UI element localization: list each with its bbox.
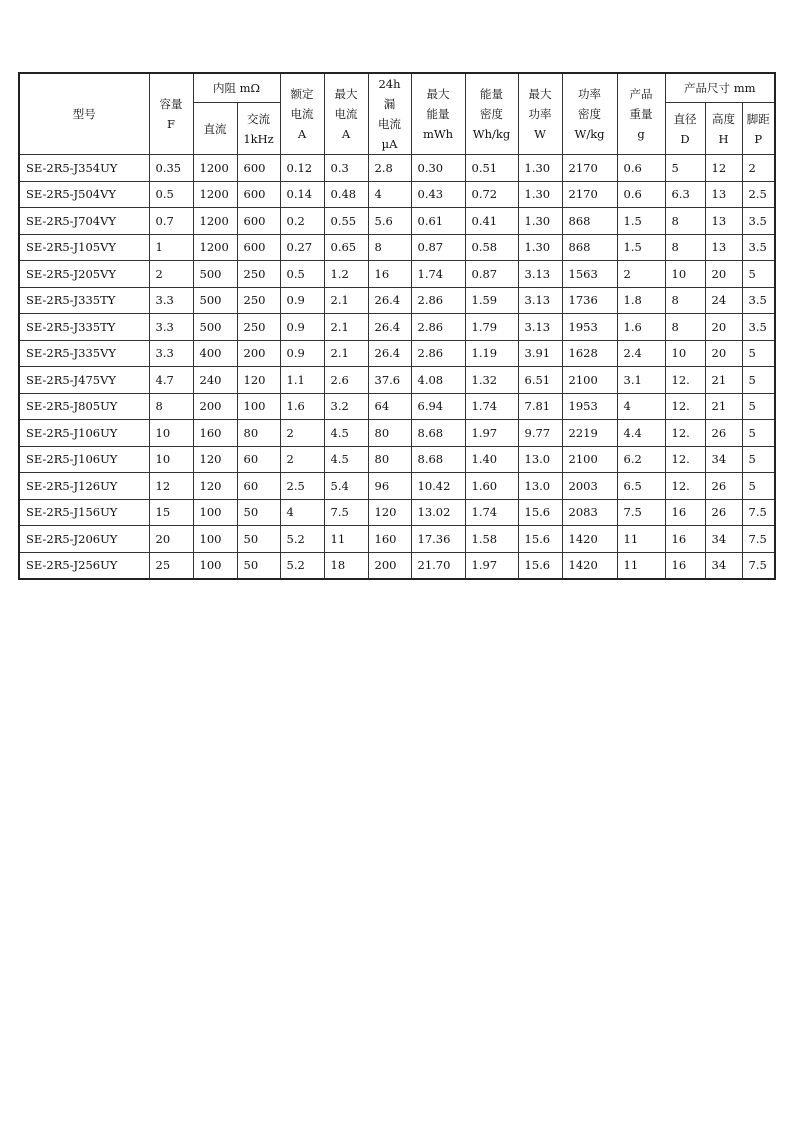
cell-max-energy: 21.70 — [411, 552, 465, 579]
cell-rated-current: 0.27 — [280, 234, 324, 261]
cell-leakage-current: 5.6 — [368, 208, 411, 235]
cell-weight: 4 — [617, 393, 665, 420]
cell-rated-current: 4 — [280, 499, 324, 526]
cell-pitch: 5 — [742, 473, 775, 500]
cell-max-energy: 2.86 — [411, 314, 465, 341]
cell-model: SE-2R5-J206UY — [19, 526, 149, 553]
cell-energy-density: 0.58 — [465, 234, 518, 261]
spec-sheet — [18, 72, 774, 580]
table-row — [19, 552, 775, 579]
cell-leakage-current: 64 — [368, 393, 411, 420]
cell-max-current: 5.4 — [324, 473, 368, 500]
cell-ac-resistance: 250 — [237, 261, 280, 288]
cell-dc-resistance: 200 — [193, 393, 237, 420]
cell-pitch: 5 — [742, 420, 775, 447]
cell-capacity: 0.5 — [149, 181, 193, 208]
cell-ac-resistance: 100 — [237, 393, 280, 420]
cell-weight: 11 — [617, 526, 665, 553]
cell-power-density: 2003 — [562, 473, 617, 500]
cell-energy-density: 1.74 — [465, 499, 518, 526]
cell-model: SE-2R5-J475VY — [19, 367, 149, 394]
cell-leakage-current: 26.4 — [368, 287, 411, 314]
cell-dc-resistance: 100 — [193, 552, 237, 579]
cell-ac-resistance: 250 — [237, 287, 280, 314]
cell-pitch: 7.5 — [742, 526, 775, 553]
cell-height: 13 — [705, 208, 742, 235]
cell-max-energy: 0.30 — [411, 155, 465, 182]
cell-model: SE-2R5-J805UY — [19, 393, 149, 420]
cell-pitch: 5 — [742, 367, 775, 394]
cell-max-current: 4.5 — [324, 420, 368, 447]
cell-weight: 2 — [617, 261, 665, 288]
cell-diameter: 8 — [665, 208, 705, 235]
cell-max-power: 1.30 — [518, 234, 562, 261]
cell-ac-resistance: 600 — [237, 155, 280, 182]
cell-diameter: 16 — [665, 499, 705, 526]
cell-height: 20 — [705, 261, 742, 288]
header-pitch: 脚距 P — [742, 103, 775, 155]
cell-dc-resistance: 100 — [193, 499, 237, 526]
cell-max-power: 6.51 — [518, 367, 562, 394]
cell-pitch: 3.5 — [742, 234, 775, 261]
cell-leakage-current: 8 — [368, 234, 411, 261]
cell-weight: 3.1 — [617, 367, 665, 394]
cell-capacity: 4.7 — [149, 367, 193, 394]
cell-rated-current: 0.14 — [280, 181, 324, 208]
cell-diameter: 10 — [665, 261, 705, 288]
header-max-energy: 最大 能量 mWh — [411, 73, 465, 155]
cell-power-density: 2083 — [562, 499, 617, 526]
cell-pitch: 3.5 — [742, 314, 775, 341]
cell-capacity: 2 — [149, 261, 193, 288]
cell-diameter: 10 — [665, 340, 705, 367]
cell-height: 26 — [705, 499, 742, 526]
cell-height: 34 — [705, 446, 742, 473]
cell-leakage-current: 120 — [368, 499, 411, 526]
cell-max-current: 0.55 — [324, 208, 368, 235]
cell-capacity: 8 — [149, 393, 193, 420]
cell-rated-current: 0.9 — [280, 340, 324, 367]
cell-height: 13 — [705, 234, 742, 261]
cell-leakage-current: 26.4 — [368, 340, 411, 367]
cell-max-current: 11 — [324, 526, 368, 553]
cell-capacity: 3.3 — [149, 340, 193, 367]
cell-pitch: 3.5 — [742, 287, 775, 314]
table-row — [19, 420, 775, 447]
cell-max-power: 15.6 — [518, 552, 562, 579]
cell-max-energy: 2.86 — [411, 287, 465, 314]
cell-weight: 1.5 — [617, 208, 665, 235]
cell-height: 20 — [705, 314, 742, 341]
header-resistance-group: 内阻 mΩ — [193, 73, 280, 103]
cell-height: 12 — [705, 155, 742, 182]
cell-ac-resistance: 60 — [237, 473, 280, 500]
cell-diameter: 12. — [665, 367, 705, 394]
table-row — [19, 367, 775, 394]
cell-capacity: 12 — [149, 473, 193, 500]
cell-rated-current: 1.1 — [280, 367, 324, 394]
cell-dc-resistance: 1200 — [193, 234, 237, 261]
cell-height: 34 — [705, 552, 742, 579]
cell-energy-density: 0.41 — [465, 208, 518, 235]
cell-model: SE-2R5-J335TY — [19, 287, 149, 314]
cell-model: SE-2R5-J126UY — [19, 473, 149, 500]
cell-height: 26 — [705, 420, 742, 447]
cell-model: SE-2R5-J205VY — [19, 261, 149, 288]
cell-leakage-current: 200 — [368, 552, 411, 579]
cell-pitch: 5 — [742, 261, 775, 288]
cell-max-energy: 6.94 — [411, 393, 465, 420]
cell-leakage-current: 37.6 — [368, 367, 411, 394]
cell-max-power: 7.81 — [518, 393, 562, 420]
cell-max-current: 0.65 — [324, 234, 368, 261]
table-row — [19, 499, 775, 526]
table-row — [19, 473, 775, 500]
cell-rated-current: 5.2 — [280, 552, 324, 579]
cell-rated-current: 5.2 — [280, 526, 324, 553]
cell-max-power: 3.13 — [518, 314, 562, 341]
cell-power-density: 1628 — [562, 340, 617, 367]
cell-model: SE-2R5-J256UY — [19, 552, 149, 579]
cell-ac-resistance: 600 — [237, 181, 280, 208]
table-row — [19, 340, 775, 367]
cell-height: 21 — [705, 393, 742, 420]
cell-power-density: 1420 — [562, 552, 617, 579]
header-size-group: 产品尺寸 mm — [665, 73, 775, 103]
cell-leakage-current: 96 — [368, 473, 411, 500]
cell-model: SE-2R5-J354UY — [19, 155, 149, 182]
cell-pitch: 3.5 — [742, 208, 775, 235]
cell-weight: 0.6 — [617, 181, 665, 208]
cell-max-power: 13.0 — [518, 446, 562, 473]
cell-max-power: 9.77 — [518, 420, 562, 447]
cell-model: SE-2R5-J504VY — [19, 181, 149, 208]
cell-max-power: 15.6 — [518, 526, 562, 553]
cell-weight: 6.5 — [617, 473, 665, 500]
cell-diameter: 8 — [665, 287, 705, 314]
cell-ac-resistance: 250 — [237, 314, 280, 341]
header-weight: 产品 重量 g — [617, 73, 665, 155]
cell-max-current: 2.1 — [324, 340, 368, 367]
cell-pitch: 5 — [742, 340, 775, 367]
cell-energy-density: 0.72 — [465, 181, 518, 208]
cell-leakage-current: 80 — [368, 420, 411, 447]
cell-max-current: 18 — [324, 552, 368, 579]
cell-diameter: 16 — [665, 552, 705, 579]
cell-weight: 2.4 — [617, 340, 665, 367]
cell-max-energy: 0.43 — [411, 181, 465, 208]
table-row — [19, 261, 775, 288]
cell-model: SE-2R5-J335TY — [19, 314, 149, 341]
cell-max-power: 3.13 — [518, 261, 562, 288]
cell-leakage-current: 80 — [368, 446, 411, 473]
header-capacity: 容量 F — [149, 73, 193, 155]
cell-max-energy: 13.02 — [411, 499, 465, 526]
cell-rated-current: 0.9 — [280, 287, 324, 314]
cell-height: 20 — [705, 340, 742, 367]
cell-max-energy: 17.36 — [411, 526, 465, 553]
table-row — [19, 314, 775, 341]
cell-max-current: 2.6 — [324, 367, 368, 394]
cell-pitch: 7.5 — [742, 499, 775, 526]
cell-energy-density: 1.97 — [465, 420, 518, 447]
cell-ac-resistance: 120 — [237, 367, 280, 394]
cell-ac-resistance: 80 — [237, 420, 280, 447]
cell-weight: 6.2 — [617, 446, 665, 473]
header-height: 高度 H — [705, 103, 742, 155]
cell-height: 26 — [705, 473, 742, 500]
cell-max-current: 1.2 — [324, 261, 368, 288]
header-ac-resistance: 交流 1kHz — [237, 103, 280, 155]
cell-rated-current: 1.6 — [280, 393, 324, 420]
cell-power-density: 868 — [562, 234, 617, 261]
supercapacitor-spec-table — [18, 72, 776, 580]
cell-weight: 7.5 — [617, 499, 665, 526]
cell-weight: 1.6 — [617, 314, 665, 341]
cell-pitch: 5 — [742, 446, 775, 473]
cell-max-power: 15.6 — [518, 499, 562, 526]
cell-power-density: 1953 — [562, 314, 617, 341]
cell-dc-resistance: 160 — [193, 420, 237, 447]
cell-max-current: 4.5 — [324, 446, 368, 473]
cell-capacity: 10 — [149, 446, 193, 473]
cell-weight: 1.5 — [617, 234, 665, 261]
cell-model: SE-2R5-J335VY — [19, 340, 149, 367]
header-model: 型号 — [19, 73, 149, 155]
cell-ac-resistance: 50 — [237, 552, 280, 579]
cell-energy-density: 1.40 — [465, 446, 518, 473]
table-row — [19, 181, 775, 208]
cell-power-density: 1953 — [562, 393, 617, 420]
cell-pitch: 7.5 — [742, 552, 775, 579]
cell-ac-resistance: 600 — [237, 234, 280, 261]
table-row — [19, 155, 775, 182]
cell-dc-resistance: 1200 — [193, 208, 237, 235]
cell-energy-density: 1.59 — [465, 287, 518, 314]
cell-rated-current: 2 — [280, 446, 324, 473]
table-row — [19, 234, 775, 261]
cell-model: SE-2R5-J106UY — [19, 446, 149, 473]
cell-rated-current: 2 — [280, 420, 324, 447]
cell-rated-current: 0.2 — [280, 208, 324, 235]
cell-weight: 1.8 — [617, 287, 665, 314]
cell-dc-resistance: 1200 — [193, 155, 237, 182]
cell-dc-resistance: 500 — [193, 287, 237, 314]
cell-ac-resistance: 50 — [237, 499, 280, 526]
cell-model: SE-2R5-J105VY — [19, 234, 149, 261]
cell-diameter: 8 — [665, 314, 705, 341]
cell-max-power: 13.0 — [518, 473, 562, 500]
cell-height: 13 — [705, 181, 742, 208]
header-energy-density: 能量 密度 Wh/kg — [465, 73, 518, 155]
cell-power-density: 2170 — [562, 181, 617, 208]
cell-max-current: 0.48 — [324, 181, 368, 208]
cell-dc-resistance: 500 — [193, 261, 237, 288]
cell-max-power: 3.13 — [518, 287, 562, 314]
table-row — [19, 287, 775, 314]
cell-model: SE-2R5-J704VY — [19, 208, 149, 235]
cell-diameter: 12. — [665, 473, 705, 500]
header-dc-resistance: 直流 — [193, 103, 237, 155]
cell-height: 21 — [705, 367, 742, 394]
cell-ac-resistance: 50 — [237, 526, 280, 553]
cell-model: SE-2R5-J156UY — [19, 499, 149, 526]
cell-model: SE-2R5-J106UY — [19, 420, 149, 447]
header-max-power: 最大 功率 W — [518, 73, 562, 155]
header-power-density: 功率 密度 W/kg — [562, 73, 617, 155]
cell-max-energy: 0.87 — [411, 234, 465, 261]
spec-table-body — [19, 155, 775, 580]
cell-pitch: 5 — [742, 393, 775, 420]
cell-energy-density: 0.87 — [465, 261, 518, 288]
cell-max-energy: 8.68 — [411, 446, 465, 473]
cell-rated-current: 0.9 — [280, 314, 324, 341]
cell-capacity: 15 — [149, 499, 193, 526]
cell-pitch: 2 — [742, 155, 775, 182]
cell-diameter: 16 — [665, 526, 705, 553]
cell-height: 34 — [705, 526, 742, 553]
cell-energy-density: 1.58 — [465, 526, 518, 553]
cell-rated-current: 0.5 — [280, 261, 324, 288]
cell-rated-current: 0.12 — [280, 155, 324, 182]
cell-capacity: 3.3 — [149, 287, 193, 314]
cell-pitch: 2.5 — [742, 181, 775, 208]
cell-max-energy: 8.68 — [411, 420, 465, 447]
cell-capacity: 20 — [149, 526, 193, 553]
header-leakage-current: 24h 漏 电流 µA — [368, 73, 411, 155]
cell-diameter: 12. — [665, 393, 705, 420]
cell-max-energy: 1.74 — [411, 261, 465, 288]
cell-max-current: 3.2 — [324, 393, 368, 420]
cell-max-power: 1.30 — [518, 155, 562, 182]
header-rated-current: 额定 电流 A — [280, 73, 324, 155]
cell-dc-resistance: 100 — [193, 526, 237, 553]
cell-power-density: 1420 — [562, 526, 617, 553]
cell-capacity: 0.7 — [149, 208, 193, 235]
cell-max-energy: 4.08 — [411, 367, 465, 394]
table-row — [19, 526, 775, 553]
cell-max-current: 2.1 — [324, 314, 368, 341]
cell-diameter: 12. — [665, 446, 705, 473]
cell-ac-resistance: 200 — [237, 340, 280, 367]
cell-dc-resistance: 500 — [193, 314, 237, 341]
cell-ac-resistance: 600 — [237, 208, 280, 235]
cell-diameter: 12. — [665, 420, 705, 447]
cell-power-density: 2170 — [562, 155, 617, 182]
cell-dc-resistance: 120 — [193, 473, 237, 500]
cell-leakage-current: 16 — [368, 261, 411, 288]
cell-leakage-current: 2.8 — [368, 155, 411, 182]
cell-diameter: 8 — [665, 234, 705, 261]
cell-power-density: 868 — [562, 208, 617, 235]
cell-dc-resistance: 120 — [193, 446, 237, 473]
cell-max-current: 0.3 — [324, 155, 368, 182]
cell-weight: 4.4 — [617, 420, 665, 447]
cell-leakage-current: 4 — [368, 181, 411, 208]
cell-ac-resistance: 60 — [237, 446, 280, 473]
cell-capacity: 0.35 — [149, 155, 193, 182]
cell-energy-density: 1.32 — [465, 367, 518, 394]
cell-energy-density: 0.51 — [465, 155, 518, 182]
cell-max-current: 2.1 — [324, 287, 368, 314]
cell-leakage-current: 26.4 — [368, 314, 411, 341]
cell-max-power: 3.91 — [518, 340, 562, 367]
cell-capacity: 1 — [149, 234, 193, 261]
cell-rated-current: 2.5 — [280, 473, 324, 500]
cell-max-current: 7.5 — [324, 499, 368, 526]
cell-weight: 11 — [617, 552, 665, 579]
cell-energy-density: 1.19 — [465, 340, 518, 367]
table-row — [19, 393, 775, 420]
cell-dc-resistance: 240 — [193, 367, 237, 394]
cell-max-energy: 0.61 — [411, 208, 465, 235]
cell-energy-density: 1.97 — [465, 552, 518, 579]
cell-dc-resistance: 1200 — [193, 181, 237, 208]
cell-weight: 0.6 — [617, 155, 665, 182]
cell-power-density: 2100 — [562, 367, 617, 394]
cell-dc-resistance: 400 — [193, 340, 237, 367]
cell-power-density: 1563 — [562, 261, 617, 288]
header-diameter: 直径 D — [665, 103, 705, 155]
cell-capacity: 10 — [149, 420, 193, 447]
table-row — [19, 208, 775, 235]
cell-capacity: 3.3 — [149, 314, 193, 341]
cell-energy-density: 1.60 — [465, 473, 518, 500]
cell-height: 24 — [705, 287, 742, 314]
cell-max-power: 1.30 — [518, 208, 562, 235]
cell-power-density: 2219 — [562, 420, 617, 447]
cell-max-energy: 10.42 — [411, 473, 465, 500]
cell-power-density: 1736 — [562, 287, 617, 314]
cell-max-energy: 2.86 — [411, 340, 465, 367]
cell-capacity: 25 — [149, 552, 193, 579]
cell-energy-density: 1.79 — [465, 314, 518, 341]
cell-leakage-current: 160 — [368, 526, 411, 553]
cell-max-power: 1.30 — [518, 181, 562, 208]
cell-energy-density: 1.74 — [465, 393, 518, 420]
cell-power-density: 2100 — [562, 446, 617, 473]
header-max-current: 最大 电流 A — [324, 73, 368, 155]
cell-diameter: 6.3 — [665, 181, 705, 208]
cell-diameter: 5 — [665, 155, 705, 182]
table-row — [19, 446, 775, 473]
